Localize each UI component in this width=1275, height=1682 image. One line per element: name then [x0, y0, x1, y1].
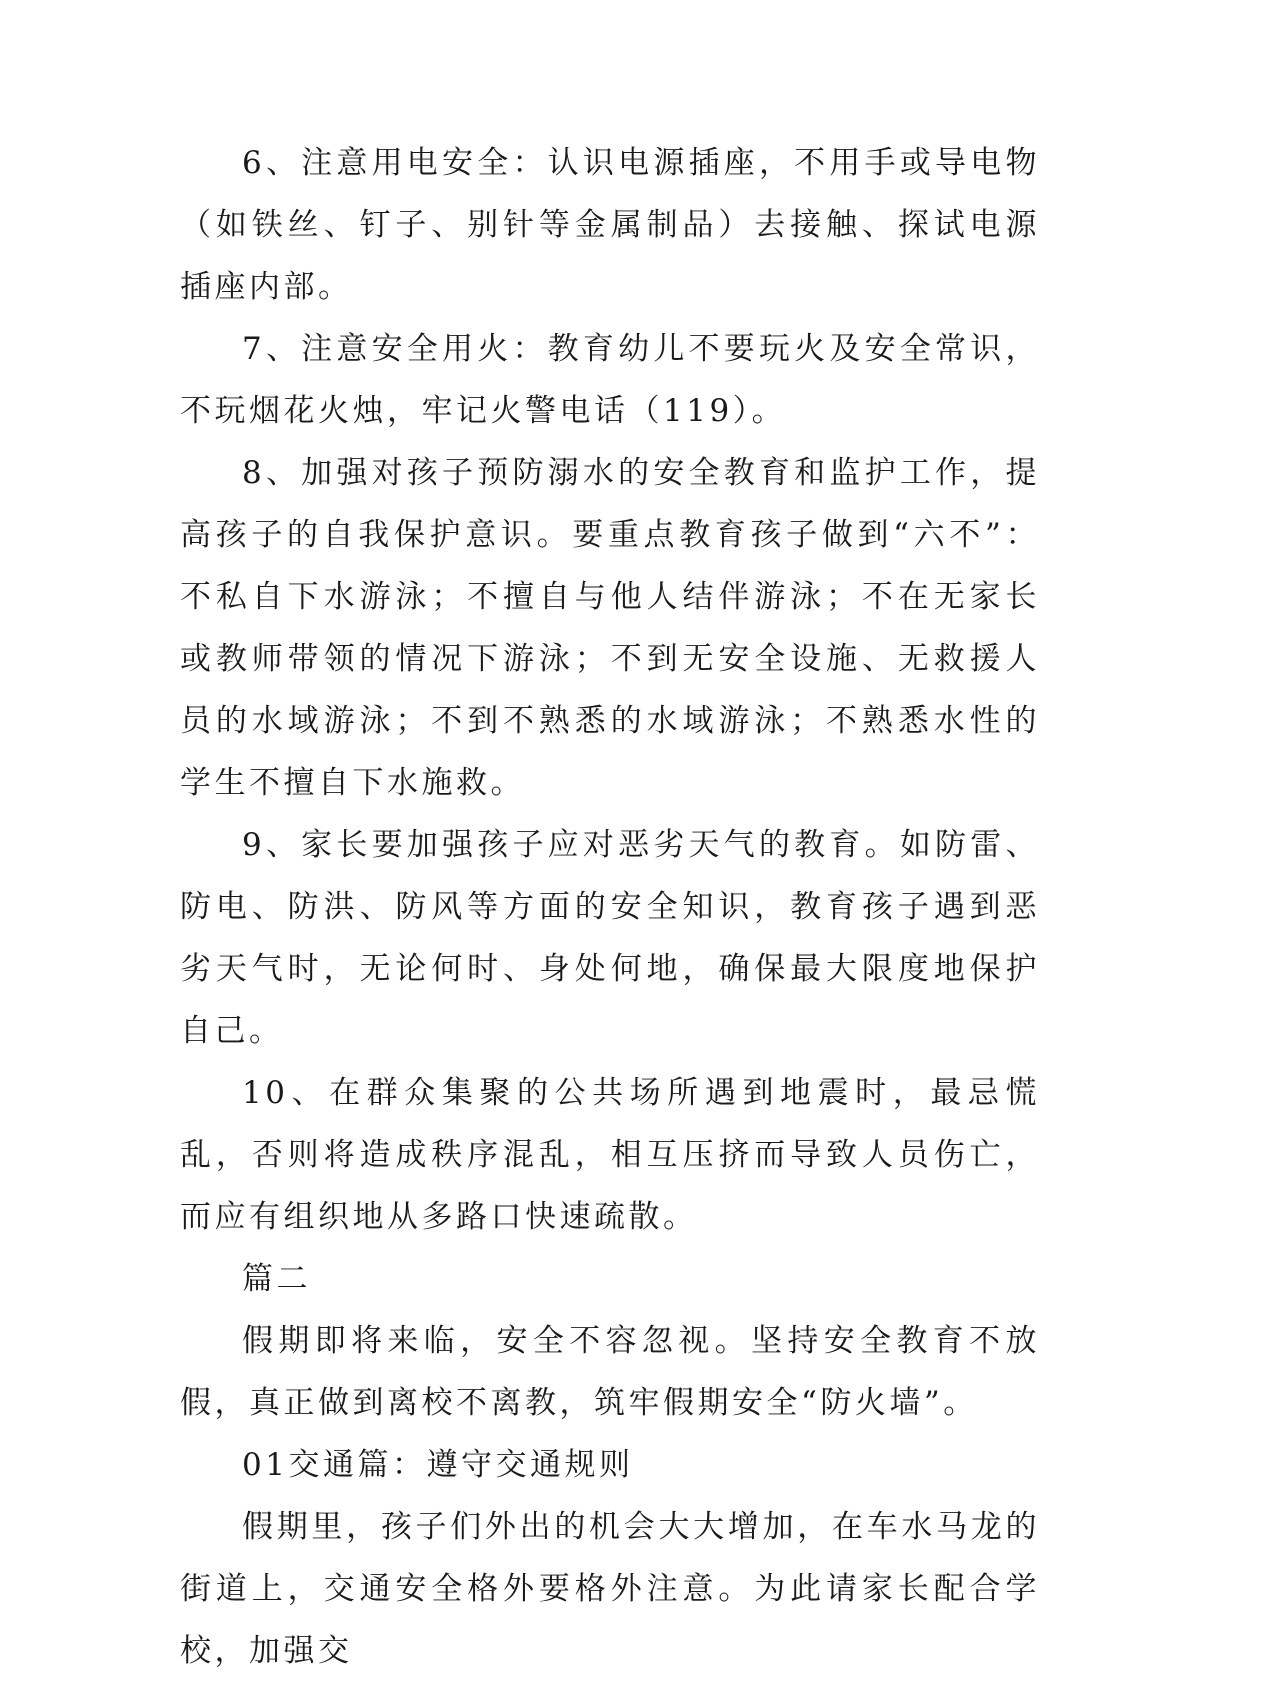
paragraph-fire-safety: 7、注意安全用火：教育幼儿不要玩火及安全常识，不玩烟花火烛，牢记火警电话（119）。 — [180, 331, 1040, 429]
document-body — [180, 132, 1040, 1682]
paragraph-electric-safety: 6、注意用电安全：认识电源插座，不用手或导电物（如铁丝、钉子、别针等金属制品）去接触、探试电源插座内部。 — [180, 145, 1040, 305]
section-heading-part-two: 篇二 — [242, 1261, 311, 1297]
subheading-traffic: 01交通篇：遵守交通规则 — [242, 1447, 634, 1483]
paragraph-drowning-prevention: 8、加强对孩子预防溺水的安全教育和监护工作，提高孩子的自我保护意识。要重点教育孩子做到“六不”：不私自下水游泳；不擅自与他人结伴游泳；不在无家长或教师带领的情况下游泳；不到无安全设施、无救援人员的水域游泳；不到不熟悉的水域游泳；不熟悉水性的学生不擅自下水施救。 — [180, 455, 1040, 801]
paragraph-bad-weather: 9、家长要加强孩子应对恶劣天气的教育。如防雷、防电、防洪、防风等方面的安全知识，教育孩子遇到恶劣天气时，无论何时、身处何地，确保最大限度地保护自己。 — [180, 827, 1040, 1049]
paragraph-earthquake: 10、在群众集聚的公共场所遇到地震时，最忌慌乱，否则将造成秩序混乱，相互压挤而导致人员伤亡，而应有组织地从多路口快速疏散。 — [180, 1075, 1040, 1235]
paragraph-traffic-safety: 假期里，孩子们外出的机会大大增加，在车水马龙的街道上，交通安全格外要格外注意。为此请家长配合学校，加强交 — [180, 1509, 1040, 1669]
paragraph-holiday-intro: 假期即将来临，安全不容忽视。坚持安全教育不放假，真正做到离校不离教，筑牢假期安全“防火墙”。 — [180, 1323, 1040, 1421]
